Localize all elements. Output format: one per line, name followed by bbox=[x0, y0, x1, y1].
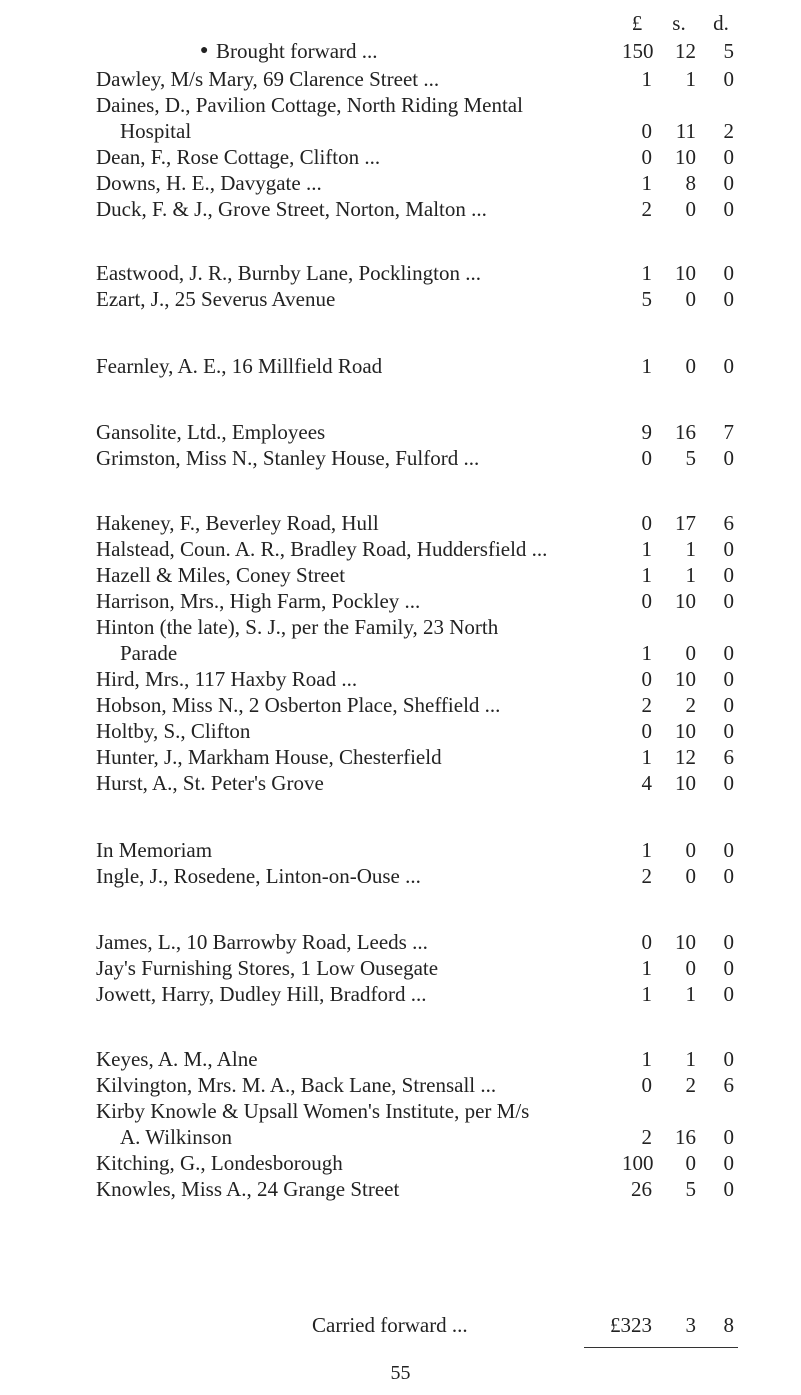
column-header-row bbox=[0, 10, 801, 36]
brought-forward-pounds: 150 bbox=[622, 39, 654, 63]
entry-pounds: 0 bbox=[641, 667, 652, 691]
entry-pounds: 1 bbox=[641, 171, 652, 195]
list-item bbox=[0, 510, 801, 536]
list-item bbox=[0, 614, 801, 640]
entry-name: Gansolite, Ltd., Employees bbox=[96, 420, 326, 444]
entry-shillings: 11 bbox=[675, 119, 696, 143]
entry-name: Ingle, J., Rosedene, Linton-on-Ouse ... bbox=[96, 864, 421, 888]
entry-pence: 0 bbox=[723, 537, 734, 561]
entry-pounds: 0 bbox=[641, 446, 652, 470]
carried-forward-pence: 8 bbox=[723, 1313, 734, 1337]
entry-pence: 0 bbox=[723, 354, 734, 378]
entry-pence: 0 bbox=[723, 1047, 734, 1071]
list-item bbox=[0, 692, 801, 718]
entry-pence: 0 bbox=[723, 930, 734, 954]
entry-shillings: 0 bbox=[685, 1151, 696, 1175]
entry-name: Harrison, Mrs., High Farm, Pockley ... bbox=[96, 589, 421, 613]
entry-pence: 0 bbox=[723, 197, 734, 221]
entry-pence: 6 bbox=[723, 745, 734, 769]
list-item bbox=[0, 1124, 801, 1150]
entry-shillings: 1 bbox=[685, 537, 696, 561]
entry-pence: 0 bbox=[723, 667, 734, 691]
entry-pounds: 0 bbox=[641, 145, 652, 169]
entry-name: Hakeney, F., Beverley Road, Hull bbox=[96, 511, 379, 535]
entry-pence: 0 bbox=[723, 771, 734, 795]
entry-name: Daines, D., Pavilion Cottage, North Riding Mental bbox=[96, 93, 523, 117]
list-item bbox=[0, 929, 801, 955]
entry-pence: 2 bbox=[723, 119, 734, 143]
entry-pence: 0 bbox=[723, 693, 734, 717]
entry-pounds: 1 bbox=[641, 67, 652, 91]
list-item bbox=[0, 445, 801, 471]
entry-name: Hospital bbox=[120, 119, 192, 143]
total-rule bbox=[584, 1347, 738, 1348]
entry-pence: 0 bbox=[723, 982, 734, 1006]
entry-shillings: 10 bbox=[675, 145, 696, 169]
entry-name: James, L., 10 Barrowby Road, Leeds ... bbox=[96, 930, 428, 954]
carried-forward-shillings: 3 bbox=[685, 1313, 696, 1337]
entry-name: In Memoriam bbox=[96, 838, 213, 862]
list-item bbox=[0, 1098, 801, 1124]
entry-shillings: 1 bbox=[685, 1047, 696, 1071]
entry-pence: 6 bbox=[723, 511, 734, 535]
entry-pounds: 0 bbox=[641, 511, 652, 535]
entry-pence: 0 bbox=[723, 719, 734, 743]
entry-name: Fearnley, A. E., 16 Millfield Road bbox=[96, 354, 383, 378]
entry-name: Kitching, G., Londesborough bbox=[96, 1151, 343, 1175]
entry-pence: 6 bbox=[723, 1073, 734, 1097]
entry-pounds: 0 bbox=[641, 1073, 652, 1097]
entry-name: Ezart, J., 25 Severus Avenue bbox=[96, 287, 336, 311]
entry-name: Keyes, A. M., Alne bbox=[96, 1047, 258, 1071]
entry-pounds: 26 bbox=[631, 1177, 652, 1201]
entry-pounds: 2 bbox=[641, 1125, 652, 1149]
entry-shillings: 0 bbox=[685, 956, 696, 980]
entry-pounds: 1 bbox=[641, 354, 652, 378]
entry-shillings: 0 bbox=[685, 197, 696, 221]
entry-name: Duck, F. & J., Grove Street, Norton, Malton ... bbox=[96, 197, 487, 221]
list-item bbox=[0, 837, 801, 863]
pounds-header: £ bbox=[631, 11, 643, 35]
entry-pence: 0 bbox=[723, 589, 734, 613]
list-item bbox=[0, 92, 801, 118]
list-item bbox=[0, 118, 801, 144]
entry-shillings: 10 bbox=[675, 261, 696, 285]
entry-pounds: 1 bbox=[641, 838, 652, 862]
entry-pence: 0 bbox=[723, 563, 734, 587]
list-item bbox=[0, 1150, 801, 1176]
list-item bbox=[0, 588, 801, 614]
entry-shillings: 0 bbox=[685, 641, 696, 665]
list-item bbox=[0, 718, 801, 744]
entry-pounds: 2 bbox=[641, 197, 652, 221]
entry-name: Dawley, M/s Mary, 69 Clarence Street ... bbox=[96, 67, 440, 91]
entry-pounds: 2 bbox=[641, 693, 652, 717]
entry-pence: 0 bbox=[723, 171, 734, 195]
entry-shillings: 10 bbox=[675, 719, 696, 743]
entry-name: Kilvington, Mrs. M. A., Back Lane, Strensall ... bbox=[96, 1073, 497, 1097]
entry-name: Jowett, Harry, Dudley Hill, Bradford ... bbox=[96, 982, 427, 1006]
entry-shillings: 0 bbox=[685, 864, 696, 888]
entry-shillings: 17 bbox=[675, 511, 696, 535]
entry-pounds: 1 bbox=[641, 563, 652, 587]
entry-name: Hunter, J., Markham House, Chesterfield bbox=[96, 745, 442, 769]
entry-pounds: 4 bbox=[641, 771, 652, 795]
list-item bbox=[0, 1176, 801, 1202]
entry-shillings: 1 bbox=[685, 982, 696, 1006]
entry-pence: 0 bbox=[723, 864, 734, 888]
entry-shillings: 16 bbox=[675, 420, 696, 444]
carried-forward-pounds: £323 bbox=[610, 1313, 652, 1337]
list-item bbox=[0, 419, 801, 445]
entry-shillings: 1 bbox=[685, 67, 696, 91]
entry-name: Grimston, Miss N., Stanley House, Fulford ... bbox=[96, 446, 480, 470]
entry-name: Halstead, Coun. A. R., Bradley Road, Huddersfield ... bbox=[96, 537, 548, 561]
bullet-icon: ● bbox=[200, 43, 209, 58]
entry-name: Jay's Furnishing Stores, 1 Low Ousegate bbox=[96, 956, 439, 980]
list-item bbox=[0, 1046, 801, 1072]
brought-forward-label: Brought forward ... bbox=[216, 39, 378, 63]
entry-shillings: 0 bbox=[685, 354, 696, 378]
entry-pounds: 1 bbox=[641, 1047, 652, 1071]
brought-forward-row bbox=[0, 38, 801, 64]
entry-pounds: 1 bbox=[641, 537, 652, 561]
pence-header: d. bbox=[713, 11, 729, 35]
entry-pence: 0 bbox=[723, 1125, 734, 1149]
entry-pence: 0 bbox=[723, 1151, 734, 1175]
list-item bbox=[0, 981, 801, 1007]
entry-pounds: 0 bbox=[641, 930, 652, 954]
entry-shillings: 10 bbox=[675, 930, 696, 954]
entry-pence: 0 bbox=[723, 641, 734, 665]
entry-name: Hurst, A., St. Peter's Grove bbox=[96, 771, 324, 795]
list-item bbox=[0, 260, 801, 286]
entry-shillings: 10 bbox=[675, 589, 696, 613]
entry-pounds: 1 bbox=[641, 745, 652, 769]
entry-pounds: 0 bbox=[641, 719, 652, 743]
entry-name: Hird, Mrs., 117 Haxby Road ... bbox=[96, 667, 358, 691]
entry-shillings: 5 bbox=[685, 446, 696, 470]
entry-pence: 0 bbox=[723, 261, 734, 285]
entry-shillings: 0 bbox=[685, 287, 696, 311]
list-item bbox=[0, 286, 801, 312]
list-item bbox=[0, 170, 801, 196]
brought-forward-shillings: 12 bbox=[675, 39, 696, 63]
list-item bbox=[0, 640, 801, 666]
entry-pence: 0 bbox=[723, 446, 734, 470]
entry-name: Eastwood, J. R., Burnby Lane, Pocklington ... bbox=[96, 261, 481, 285]
entry-shillings: 8 bbox=[685, 171, 696, 195]
entry-shillings: 10 bbox=[675, 771, 696, 795]
entry-name: Kirby Knowle & Upsall Women's Institute, per M/s bbox=[96, 1099, 530, 1123]
entry-pounds: 1 bbox=[641, 982, 652, 1006]
entry-shillings: 5 bbox=[685, 1177, 696, 1201]
list-item bbox=[0, 955, 801, 981]
entry-shillings: 1 bbox=[685, 563, 696, 587]
entry-pence: 0 bbox=[723, 67, 734, 91]
entry-pounds: 9 bbox=[641, 420, 652, 444]
entry-name: Parade bbox=[120, 641, 178, 665]
list-item bbox=[0, 744, 801, 770]
entry-pence: 0 bbox=[723, 1177, 734, 1201]
entry-pence: 0 bbox=[723, 145, 734, 169]
entry-pounds: 1 bbox=[641, 261, 652, 285]
list-item bbox=[0, 863, 801, 889]
list-item bbox=[0, 562, 801, 588]
entry-pounds: 1 bbox=[641, 641, 652, 665]
list-item bbox=[0, 144, 801, 170]
entry-shillings: 12 bbox=[675, 745, 696, 769]
shillings-header: s. bbox=[672, 11, 686, 35]
entry-pence: 7 bbox=[723, 420, 734, 444]
entry-shillings: 0 bbox=[685, 838, 696, 862]
entry-pounds: 0 bbox=[641, 119, 652, 143]
entry-name: Dean, F., Rose Cottage, Clifton ... bbox=[96, 145, 381, 169]
list-item bbox=[0, 770, 801, 796]
list-item bbox=[0, 196, 801, 222]
brought-forward-pence: 5 bbox=[723, 39, 734, 63]
entry-pounds: 0 bbox=[641, 589, 652, 613]
entry-pounds: 1 bbox=[641, 956, 652, 980]
entry-name: Hazell & Miles, Coney Street bbox=[96, 563, 346, 587]
entry-name: Knowles, Miss A., 24 Grange Street bbox=[96, 1177, 400, 1201]
page-number: 55 bbox=[390, 1362, 411, 1384]
list-item bbox=[0, 66, 801, 92]
entry-shillings: 10 bbox=[675, 667, 696, 691]
list-item bbox=[0, 1072, 801, 1098]
entry-pence: 0 bbox=[723, 287, 734, 311]
entry-pence: 0 bbox=[723, 956, 734, 980]
entry-name: Hobson, Miss N., 2 Osberton Place, Sheffield ... bbox=[96, 693, 501, 717]
entry-pounds: 100 bbox=[622, 1151, 654, 1175]
entry-shillings: 2 bbox=[685, 693, 696, 717]
list-item bbox=[0, 536, 801, 562]
entry-name: Hinton (the late), S. J., per the Family, 23 North bbox=[96, 615, 499, 639]
list-item bbox=[0, 353, 801, 379]
list-item bbox=[0, 666, 801, 692]
entry-pounds: 5 bbox=[641, 287, 652, 311]
carried-forward-label: Carried forward ... bbox=[312, 1313, 468, 1337]
entry-name: Downs, H. E., Davygate ... bbox=[96, 171, 322, 195]
entry-name: Holtby, S., Clifton bbox=[96, 719, 251, 743]
entry-shillings: 2 bbox=[685, 1073, 696, 1097]
entry-pounds: 2 bbox=[641, 864, 652, 888]
entry-name: A. Wilkinson bbox=[120, 1125, 232, 1149]
entry-pence: 0 bbox=[723, 838, 734, 862]
entry-shillings: 16 bbox=[675, 1125, 696, 1149]
carried-forward-row bbox=[0, 1312, 801, 1338]
